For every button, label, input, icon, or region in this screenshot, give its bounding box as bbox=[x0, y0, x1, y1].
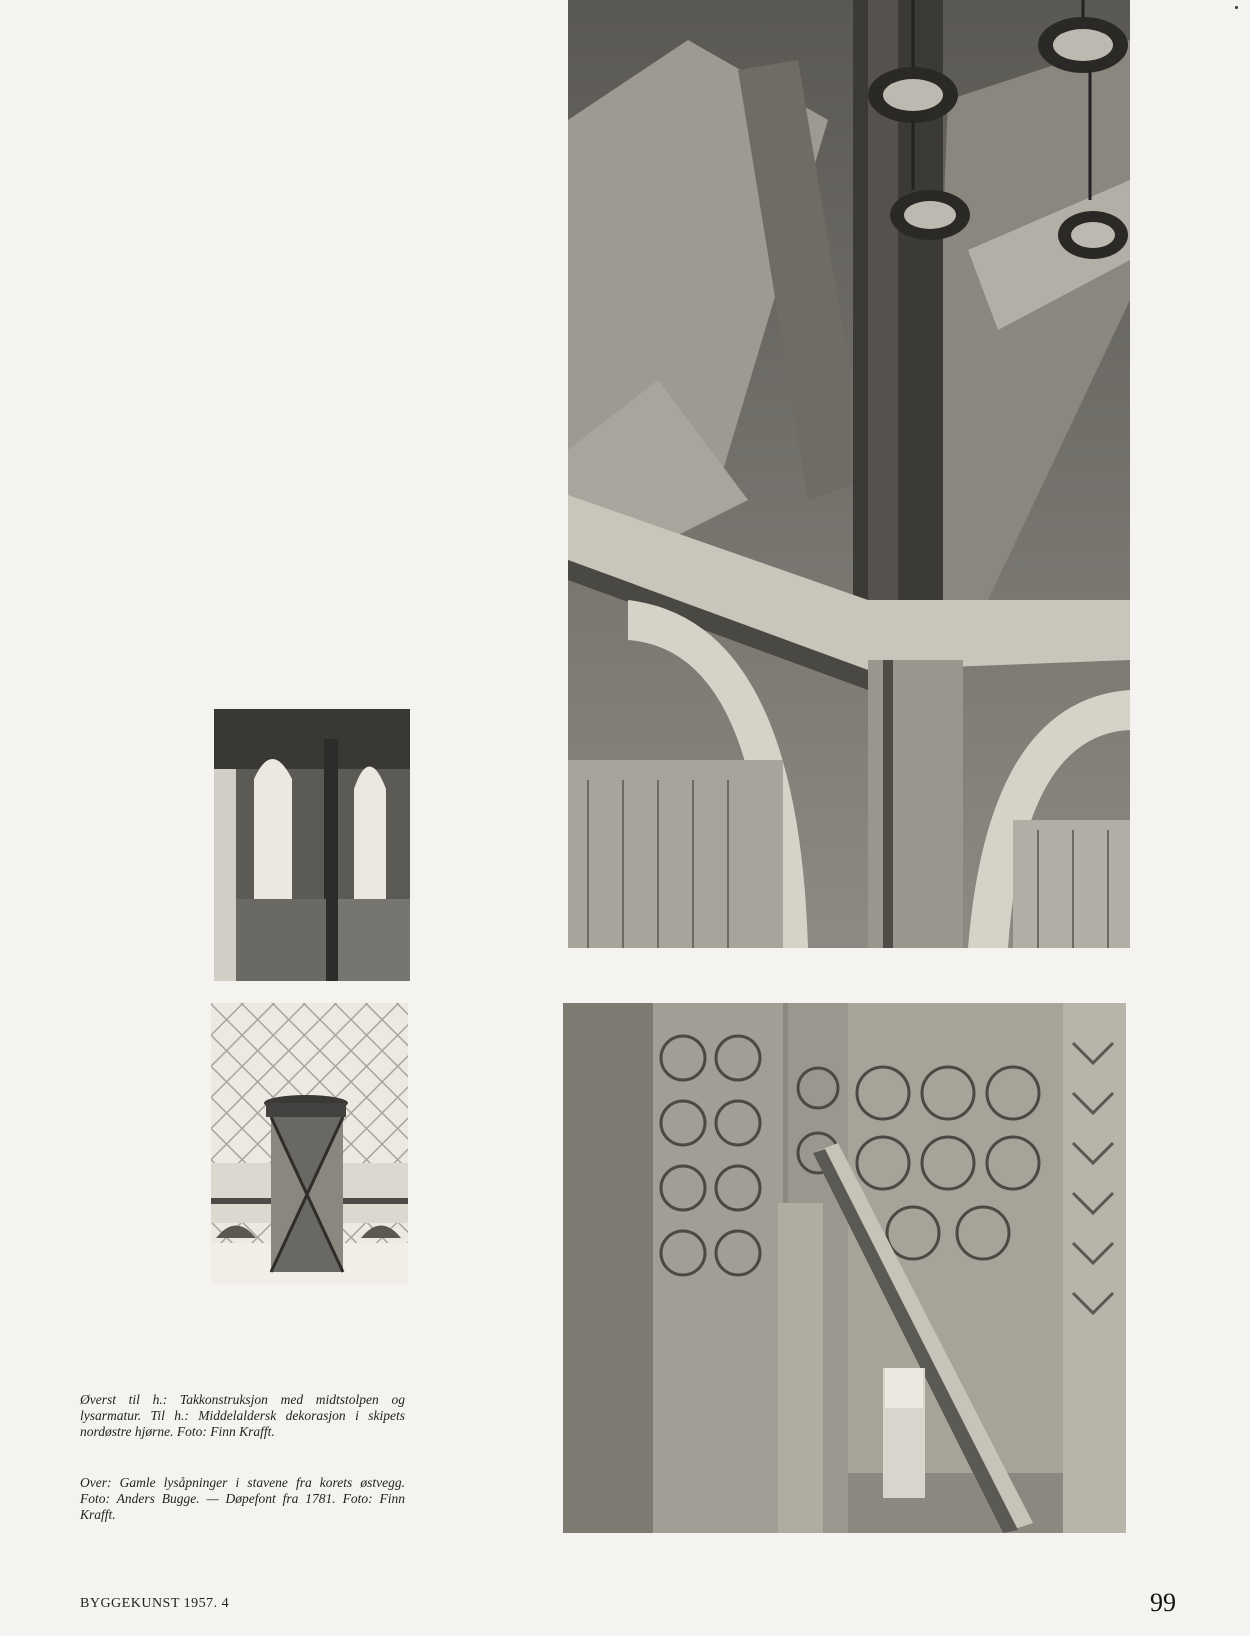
photo-caption-bottom: Over: Gamle lysåpninger i stavene fra korets østvegg. Foto: Anders Bugge. — Døpefont fra 1781. Foto: Finn Krafft. bbox=[80, 1475, 405, 1522]
photo-baptismal-font bbox=[211, 1003, 408, 1284]
page-number: 99 bbox=[1150, 1588, 1176, 1617]
photo-old-light-openings bbox=[214, 709, 410, 981]
photo-roof-construction bbox=[568, 0, 1130, 948]
photo-medieval-decoration bbox=[563, 1003, 1126, 1533]
publication-footer: BYGGEKUNST 1957. 4 bbox=[80, 1596, 230, 1611]
photo-caption-top: Øverst til h.: Takkonstruksjon med midtstolpen og lysarmatur. Til h.: Middelaldersk dekorasjon i skipets nordøstre hjørne. Foto: Finn Krafft. bbox=[80, 1392, 405, 1439]
page-edge-mark bbox=[1235, 6, 1238, 9]
